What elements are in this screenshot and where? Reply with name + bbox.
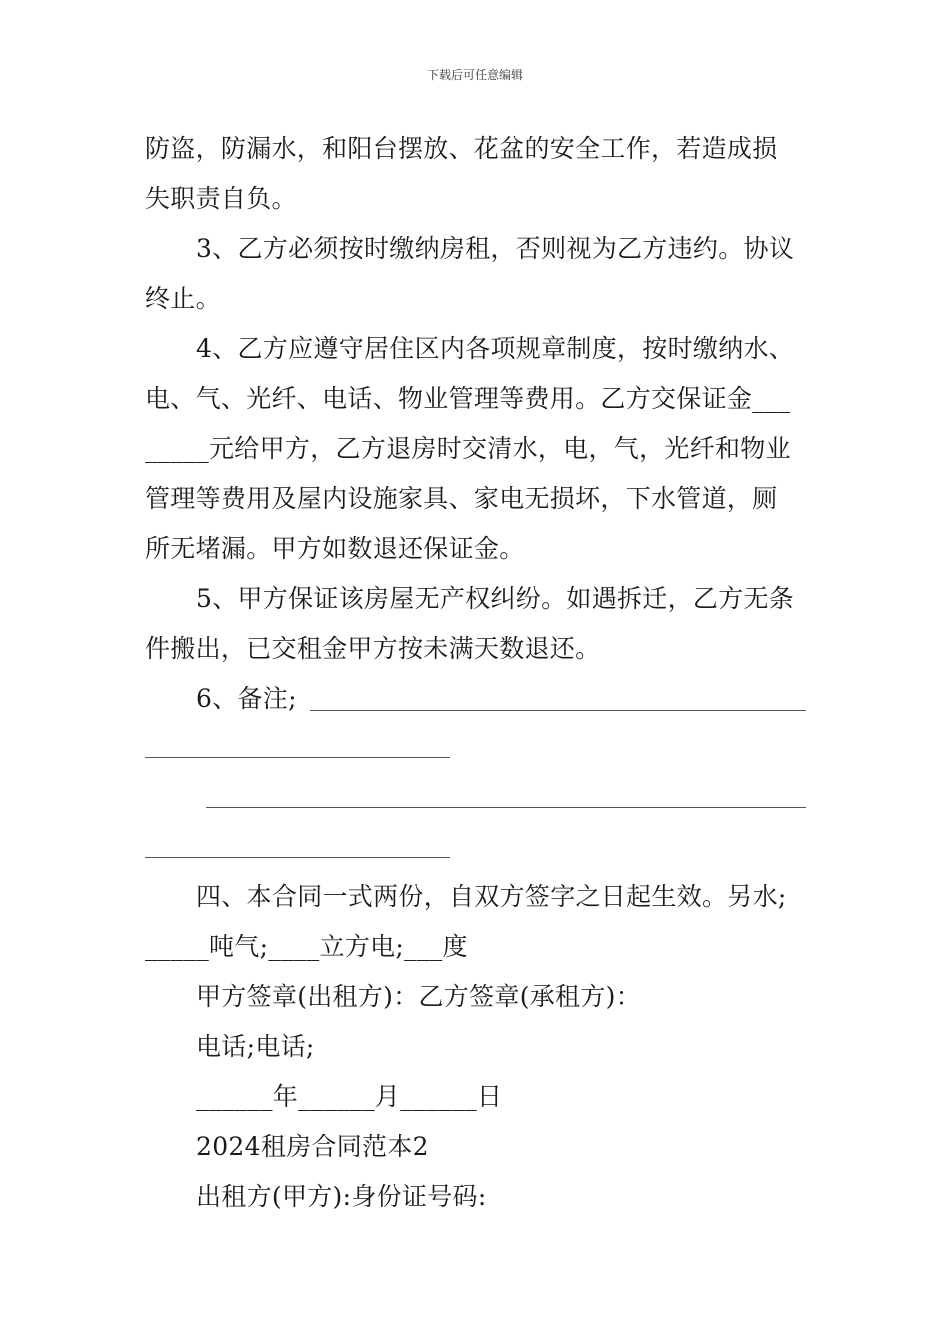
text-line: 4、乙方应遵守居住区内各项规章制度，按时缴纳水、 — [196, 334, 795, 363]
text-line: 3、乙方必须按时缴纳房租，否则视为乙方违约。协议 — [196, 234, 795, 263]
text-line: 终止。 — [145, 284, 221, 313]
text-line: 所无堵漏。甲方如数退还保证金。 — [145, 534, 525, 563]
text-line: 防盗，防漏水，和阳台摆放、花盆的安全工作，若造成损 — [145, 134, 778, 163]
remarks-label: 6、备注; — [196, 684, 297, 713]
signature-line: 甲方签章(出租方)：乙方签章(承租方)： — [196, 982, 642, 1011]
text-line: 四、本合同一式两份，自双方签字之日起生效。另水; — [196, 882, 787, 911]
text-line: 件搬出，已交租金甲方按未满天数退还。 — [145, 634, 601, 663]
section-title: 2024租房合同范本2 — [196, 1132, 429, 1161]
text-line: 5、甲方保证该房屋无产权纠纷。如遇拆迁，乙方无条 — [196, 584, 795, 613]
text-line: 电、气、光纤、电话、物业管理等费用。乙方交保证金___ — [145, 384, 791, 413]
remarks-blank-line — [310, 710, 806, 711]
text-line: _____吨气;____立方电;___度 — [145, 932, 468, 961]
text-line: 管理等费用及屋内设施家具、家电无损坏，下水管道，厕 — [145, 484, 778, 513]
phone-line: 电话;电话; — [196, 1032, 315, 1061]
remarks-blank-line — [145, 757, 450, 758]
text-line: 失职责自负。 — [145, 184, 297, 213]
text-line: 出租方(甲方):身份证号码: — [196, 1182, 487, 1211]
remarks-blank-line — [206, 807, 806, 808]
date-line: ______年______月______日 — [196, 1082, 503, 1111]
page-header: 下载后可任意编辑 — [426, 68, 523, 82]
remarks-blank-line — [145, 857, 450, 858]
text-line: _____元给甲方，乙方退房时交清水，电，气，光纤和物业 — [145, 434, 791, 463]
